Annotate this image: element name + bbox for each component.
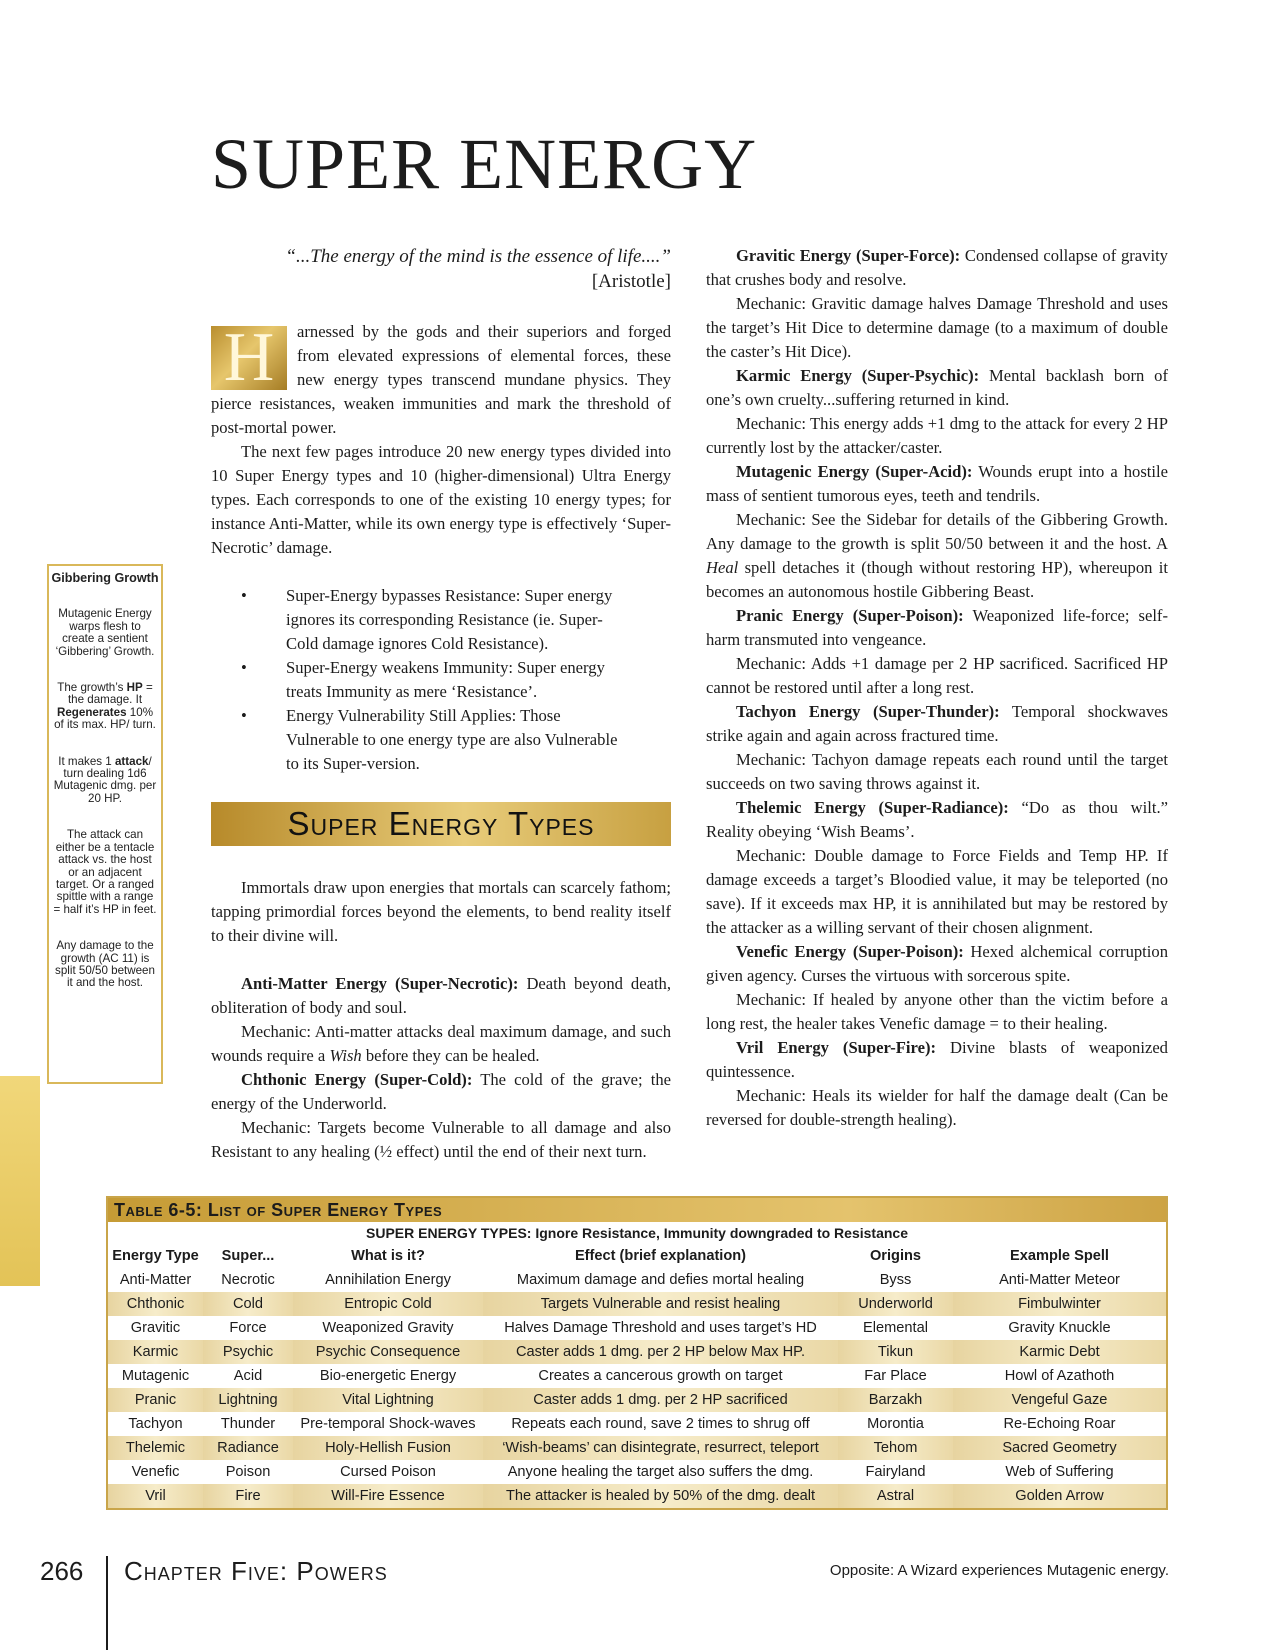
table-cell: Psychic: [203, 1340, 293, 1364]
table-cell: Byss: [879, 1272, 912, 1288]
energy-mechanic: Mechanic: This energy adds +1 dmg to the attack for every 2 HP currently lost by the attacker/caster.: [706, 414, 1168, 457]
table-cell: Anyone healing the target also suffers the dmg.: [507, 1464, 814, 1480]
table-cell: Force: [229, 1320, 267, 1336]
energy-name: Thelemic Energy (Super-Radiance):: [736, 798, 1009, 817]
table-cell: Caster adds 1 dmg. per 2 HP below Max HP.: [483, 1340, 838, 1364]
section-heading-banner: Super Energy Types: [211, 802, 671, 846]
rules-bullet-list: [211, 584, 671, 776]
section-intro: Immortals draw upon energies that mortals can scarcely fathom; tapping primordial forces beyond the elements, to bend reality itself to their divine will.: [211, 878, 671, 945]
super-energy-table: [106, 1196, 1168, 1510]
energy-entry: [706, 1036, 1168, 1084]
table-cell: Psychic Consequence: [293, 1340, 483, 1364]
table-row: [108, 1460, 1166, 1484]
list-item: • Super-Energy weakens Immunity: Super energy treats Immunity as mere ‘Resistance’.: [211, 656, 671, 704]
energy-entry: [706, 364, 1168, 412]
energy-description: Death beyond death, obliteration of body and soul.: [211, 974, 671, 1017]
table-cell: Creates a cancerous growth on target: [538, 1368, 783, 1384]
energy-name: Karmic Energy (Super-Psychic):: [736, 366, 980, 385]
table-cell: Tikun: [838, 1340, 953, 1364]
table-cell: Vril: [108, 1484, 203, 1508]
table-cell: Tachyon: [128, 1416, 183, 1432]
table-header-row: [108, 1244, 1166, 1268]
table-cell: Fimbulwinter: [953, 1292, 1166, 1316]
column-header: What is it?: [351, 1248, 425, 1264]
table-cell: ‘Wish-beams’ can disintegrate, resurrect, teleport: [483, 1436, 838, 1460]
table-cell: Annihilation Energy: [325, 1272, 451, 1288]
table-cell: Caster adds 1 dmg. per 2 HP sacrificed: [483, 1388, 838, 1412]
energy-name: Gravitic Energy (Super-Force):: [736, 246, 961, 265]
energy-mechanic: Mechanic: Double damage to Force Fields and Temp HP. If damage exceeds a target’s Bloodied value, it may be teleported (no save). If it exceeds max HP, it is annihilated but may be restored by the attacker as a willing servant of their chosen alignment.: [706, 846, 1168, 937]
table-row: [108, 1436, 1166, 1460]
energy-description: Wounds erupt into a hostile mass of sentient tumorous eyes, teeth and tendrils.: [706, 462, 1168, 505]
energy-description: Hexed alchemical corruption given agency. Curses the virtuous with sorcerous spite.: [706, 942, 1168, 985]
table-cell: Anti-Matter: [119, 1272, 192, 1288]
table-row: [108, 1364, 1166, 1388]
energy-name: Tachyon Energy (Super-Thunder):: [736, 702, 1000, 721]
table-row: [108, 1484, 1166, 1508]
table-cell: Venefic: [131, 1464, 180, 1480]
intro-paragraph-1: H arnessed by the gods and their superiors and forged from elevated expressions of elemental forces, these new energy types transcend mundane physics. They pierce resistances, weaken immunities and mark the threshold of post-mortal power.: [211, 319, 671, 437]
energy-description: Weaponized life-force; self-harm transmuted into vengeance.: [706, 606, 1168, 649]
table-cell: Vital Lightning: [293, 1388, 483, 1412]
energy-description: The cold of the grave; the energy of the Underworld.: [211, 1070, 671, 1113]
epigraph-quote: “...The energy of the mind is the essence of life....”: [285, 246, 671, 267]
table-cell: Golden Arrow: [953, 1484, 1166, 1508]
energy-description: Condensed collapse of gravity that crushes body and resolve.: [706, 246, 1168, 289]
table-cell: Morontia: [867, 1416, 924, 1432]
sidebar-text: Mutagenic Energy warps flesh to create a sentient ‘Gibbering’ Growth.: [55, 607, 155, 658]
table-cell: Karmic Debt: [953, 1340, 1166, 1364]
column-header: Super...: [221, 1248, 275, 1264]
table-cell: Bio-energetic Energy: [319, 1368, 457, 1384]
table-row: [108, 1268, 1166, 1292]
table-row: [108, 1316, 1166, 1340]
table-cell: Targets Vulnerable and resist healing: [483, 1292, 838, 1316]
table-subtitle: SUPER ENERGY TYPES: Ignore Resistance, Immunity downgraded to Resistance: [366, 1225, 908, 1241]
column-header: Example Spell: [1010, 1248, 1109, 1264]
energy-mechanic: Mechanic: Tachyon damage repeats each round until the target succeeds on two saving throws against it.: [706, 750, 1168, 793]
gibbering-growth-sidebar: [47, 564, 163, 1084]
table-cell: Maximum damage and defies mortal healing: [516, 1272, 805, 1288]
energy-mechanic: Mechanic: If healed by anyone other than the victim before a long rest, the healer takes Venefic damage = to their healing.: [706, 990, 1168, 1033]
table-cell: Repeats each round, save 2 times to shrug off: [511, 1416, 810, 1432]
energy-mechanic: Mechanic: Gravitic damage halves Damage Threshold and uses the target’s Hit Dice to determine damage (to a maximum of double the caster’s Hit Dice).: [706, 294, 1168, 361]
epigraph-attribution: [Aristotle]: [591, 271, 671, 292]
table-cell: Re-Echoing Roar: [1003, 1416, 1116, 1432]
table-cell: Elemental: [863, 1320, 928, 1336]
table-cell: Sacred Geometry: [953, 1436, 1166, 1460]
table-cell: Vengeful Gaze: [953, 1388, 1166, 1412]
table-cell: Gravity Knuckle: [1008, 1320, 1111, 1336]
table-cell: Gravitic: [130, 1320, 181, 1336]
table-cell: Mutagenic: [121, 1368, 190, 1384]
page-title: SUPER ENERGY: [211, 124, 758, 204]
table-cell: Necrotic: [221, 1272, 275, 1288]
table-cell: Astral: [838, 1484, 953, 1508]
energy-name: Vril Energy (Super-Fire):: [736, 1038, 937, 1057]
energy-entry: [706, 604, 1168, 652]
table-cell: Cold: [203, 1292, 293, 1316]
energy-mechanic: Mechanic: Targets become Vulnerable to all damage and also Resistant to any healing (½ effect) until the end of their next turn.: [211, 1118, 671, 1161]
sidebar-text: Any damage to the growth (AC 11) is split 50/50 between it and the host.: [55, 939, 155, 990]
footer-divider: [106, 1556, 108, 1650]
table-cell: Entropic Cold: [293, 1292, 483, 1316]
energy-table: [108, 1244, 1166, 1508]
sidebar-title: Gibbering Growth: [51, 571, 159, 585]
gold-edge-bar: [0, 1076, 40, 1286]
column-header: Origins: [869, 1248, 922, 1264]
table-cell: Pre-temporal Shock-waves: [300, 1416, 476, 1432]
energy-entry: [706, 460, 1168, 508]
energy-mechanic: Mechanic: Heals its wielder for half the damage dealt (Can be reversed for double-strength healing).: [706, 1086, 1168, 1129]
table-cell: Far Place: [864, 1368, 927, 1384]
table-cell: Cursed Poison: [340, 1464, 436, 1480]
energy-description: Divine blasts of weaponized quintessence.: [706, 1038, 1168, 1081]
energy-name: Venefic Energy (Super-Poison):: [736, 942, 964, 961]
energy-name: Mutagenic Energy (Super-Acid):: [736, 462, 973, 481]
table-row: [108, 1388, 1166, 1412]
energy-name: Chthonic Energy (Super-Cold):: [241, 1070, 473, 1089]
sidebar-text: The attack can either be a tentacle attack vs. the host or an adjacent target. Or a ranged spittle with a range = half it’s HP in feet.: [53, 828, 157, 916]
right-column: [706, 244, 1168, 1132]
energy-entry: [211, 1068, 671, 1116]
energy-mechanic: Mechanic: See the Sidebar for details of the Gibbering Growth. Any damage to the growth is split 50/50 between it and the host. A Heal spell detaches it (though without restoring HP), whereupon it becomes an autonomous hostile Gibbering Beast.: [706, 510, 1168, 601]
table-row: [108, 1292, 1166, 1316]
table-cell: Holy-Hellish Fusion: [293, 1436, 483, 1460]
table-cell: Acid: [233, 1368, 263, 1384]
table-cell: Anti-Matter Meteor: [999, 1272, 1120, 1288]
table-cell: Howl of Azathoth: [1004, 1368, 1115, 1384]
table-cell: Thelemic: [108, 1436, 203, 1460]
intro-paragraph-2: The next few pages introduce 20 new energy types divided into 10 Super Energy types and 10 (higher-dimensional) Ultra Energy types. Each corresponds to one of the existing 10 energy types; for instance Anti-Matter, while its own energy type is effectively ‘Super-Necrotic’ damage.: [211, 442, 671, 557]
sidebar-text: The growth’s HP = the damage. It Regenerates 10% of its max. HP/ turn.: [54, 681, 156, 732]
list-item: • Energy Vulnerability Still Applies: Those Vulnerable to one energy type are also Vulnerable to its Super-version.: [211, 704, 671, 776]
table-cell: Chthonic: [108, 1292, 203, 1316]
table-cell: Barzakh: [838, 1388, 953, 1412]
table-cell: Fairyland: [865, 1464, 926, 1480]
table-cell: Halves Damage Threshold and uses target’s HD: [504, 1320, 817, 1336]
energy-description: Mental backlash born of one’s own cruelty...suffering returned in kind.: [706, 366, 1168, 409]
energy-entry: [706, 700, 1168, 748]
table-title: Table 6-5: List of Super Energy Types: [108, 1198, 1166, 1222]
sidebar-text: It makes 1 attack/ turn dealing 1d6 Mutagenic dmg. per 20 HP.: [53, 754, 157, 805]
energy-list-right: [706, 244, 1168, 1132]
energy-name: Anti-Matter Energy (Super-Necrotic):: [241, 974, 519, 993]
table-cell: Web of Suffering: [1005, 1464, 1114, 1480]
column-header: Energy Type: [112, 1248, 199, 1264]
table-cell: Radiance: [203, 1436, 293, 1460]
energy-list-left: [211, 972, 671, 1164]
table-cell: The attacker is healed by 50% of the dmg. dealt: [483, 1484, 838, 1508]
energy-entry: [211, 972, 671, 1020]
table-row: [108, 1340, 1166, 1364]
list-item: • Super-Energy bypasses Resistance: Super energy ignores its corresponding Resistance (ie. Super-Cold damage ignores Cold Resistance).: [211, 584, 671, 656]
chapter-title: Chapter Five: Powers: [124, 1556, 388, 1586]
energy-entry: [706, 940, 1168, 988]
table-cell: Lightning: [203, 1388, 293, 1412]
table-cell: Pranic: [108, 1388, 203, 1412]
left-column: [211, 244, 671, 1164]
table-row: [108, 1412, 1166, 1436]
table-cell: Thunder: [220, 1416, 276, 1432]
column-header: Effect (brief explanation): [574, 1248, 747, 1264]
table-cell: Poison: [225, 1464, 271, 1480]
energy-description: Temporal shockwaves strike again and again across fractured time.: [706, 702, 1168, 745]
illustration-caption: Opposite: A Wizard experiences Mutagenic energy.: [829, 1562, 1169, 1579]
table-cell: Weaponized Gravity: [322, 1320, 454, 1336]
table-cell: Underworld: [838, 1292, 953, 1316]
table-cell: Fire: [203, 1484, 293, 1508]
page-number: 266: [40, 1556, 84, 1586]
energy-description: “Do as thou wilt.” Reality obeying ‘Wish Beams’.: [706, 798, 1169, 841]
energy-entry: [706, 244, 1168, 292]
table-cell: Tehom: [838, 1436, 953, 1460]
energy-mechanic: Mechanic: Adds +1 damage per 2 HP sacrificed. Sacrificed HP cannot be restored until after a long rest.: [706, 654, 1168, 697]
energy-mechanic: Mechanic: Anti-matter attacks deal maximum damage, and such wounds require a Wish before they can be healed.: [211, 1022, 671, 1065]
table-cell: Will-Fire Essence: [293, 1484, 483, 1508]
energy-name: Pranic Energy (Super-Poison):: [736, 606, 964, 625]
table-cell: Karmic: [108, 1340, 203, 1364]
drop-cap: H: [211, 326, 287, 390]
energy-entry: [706, 796, 1168, 844]
